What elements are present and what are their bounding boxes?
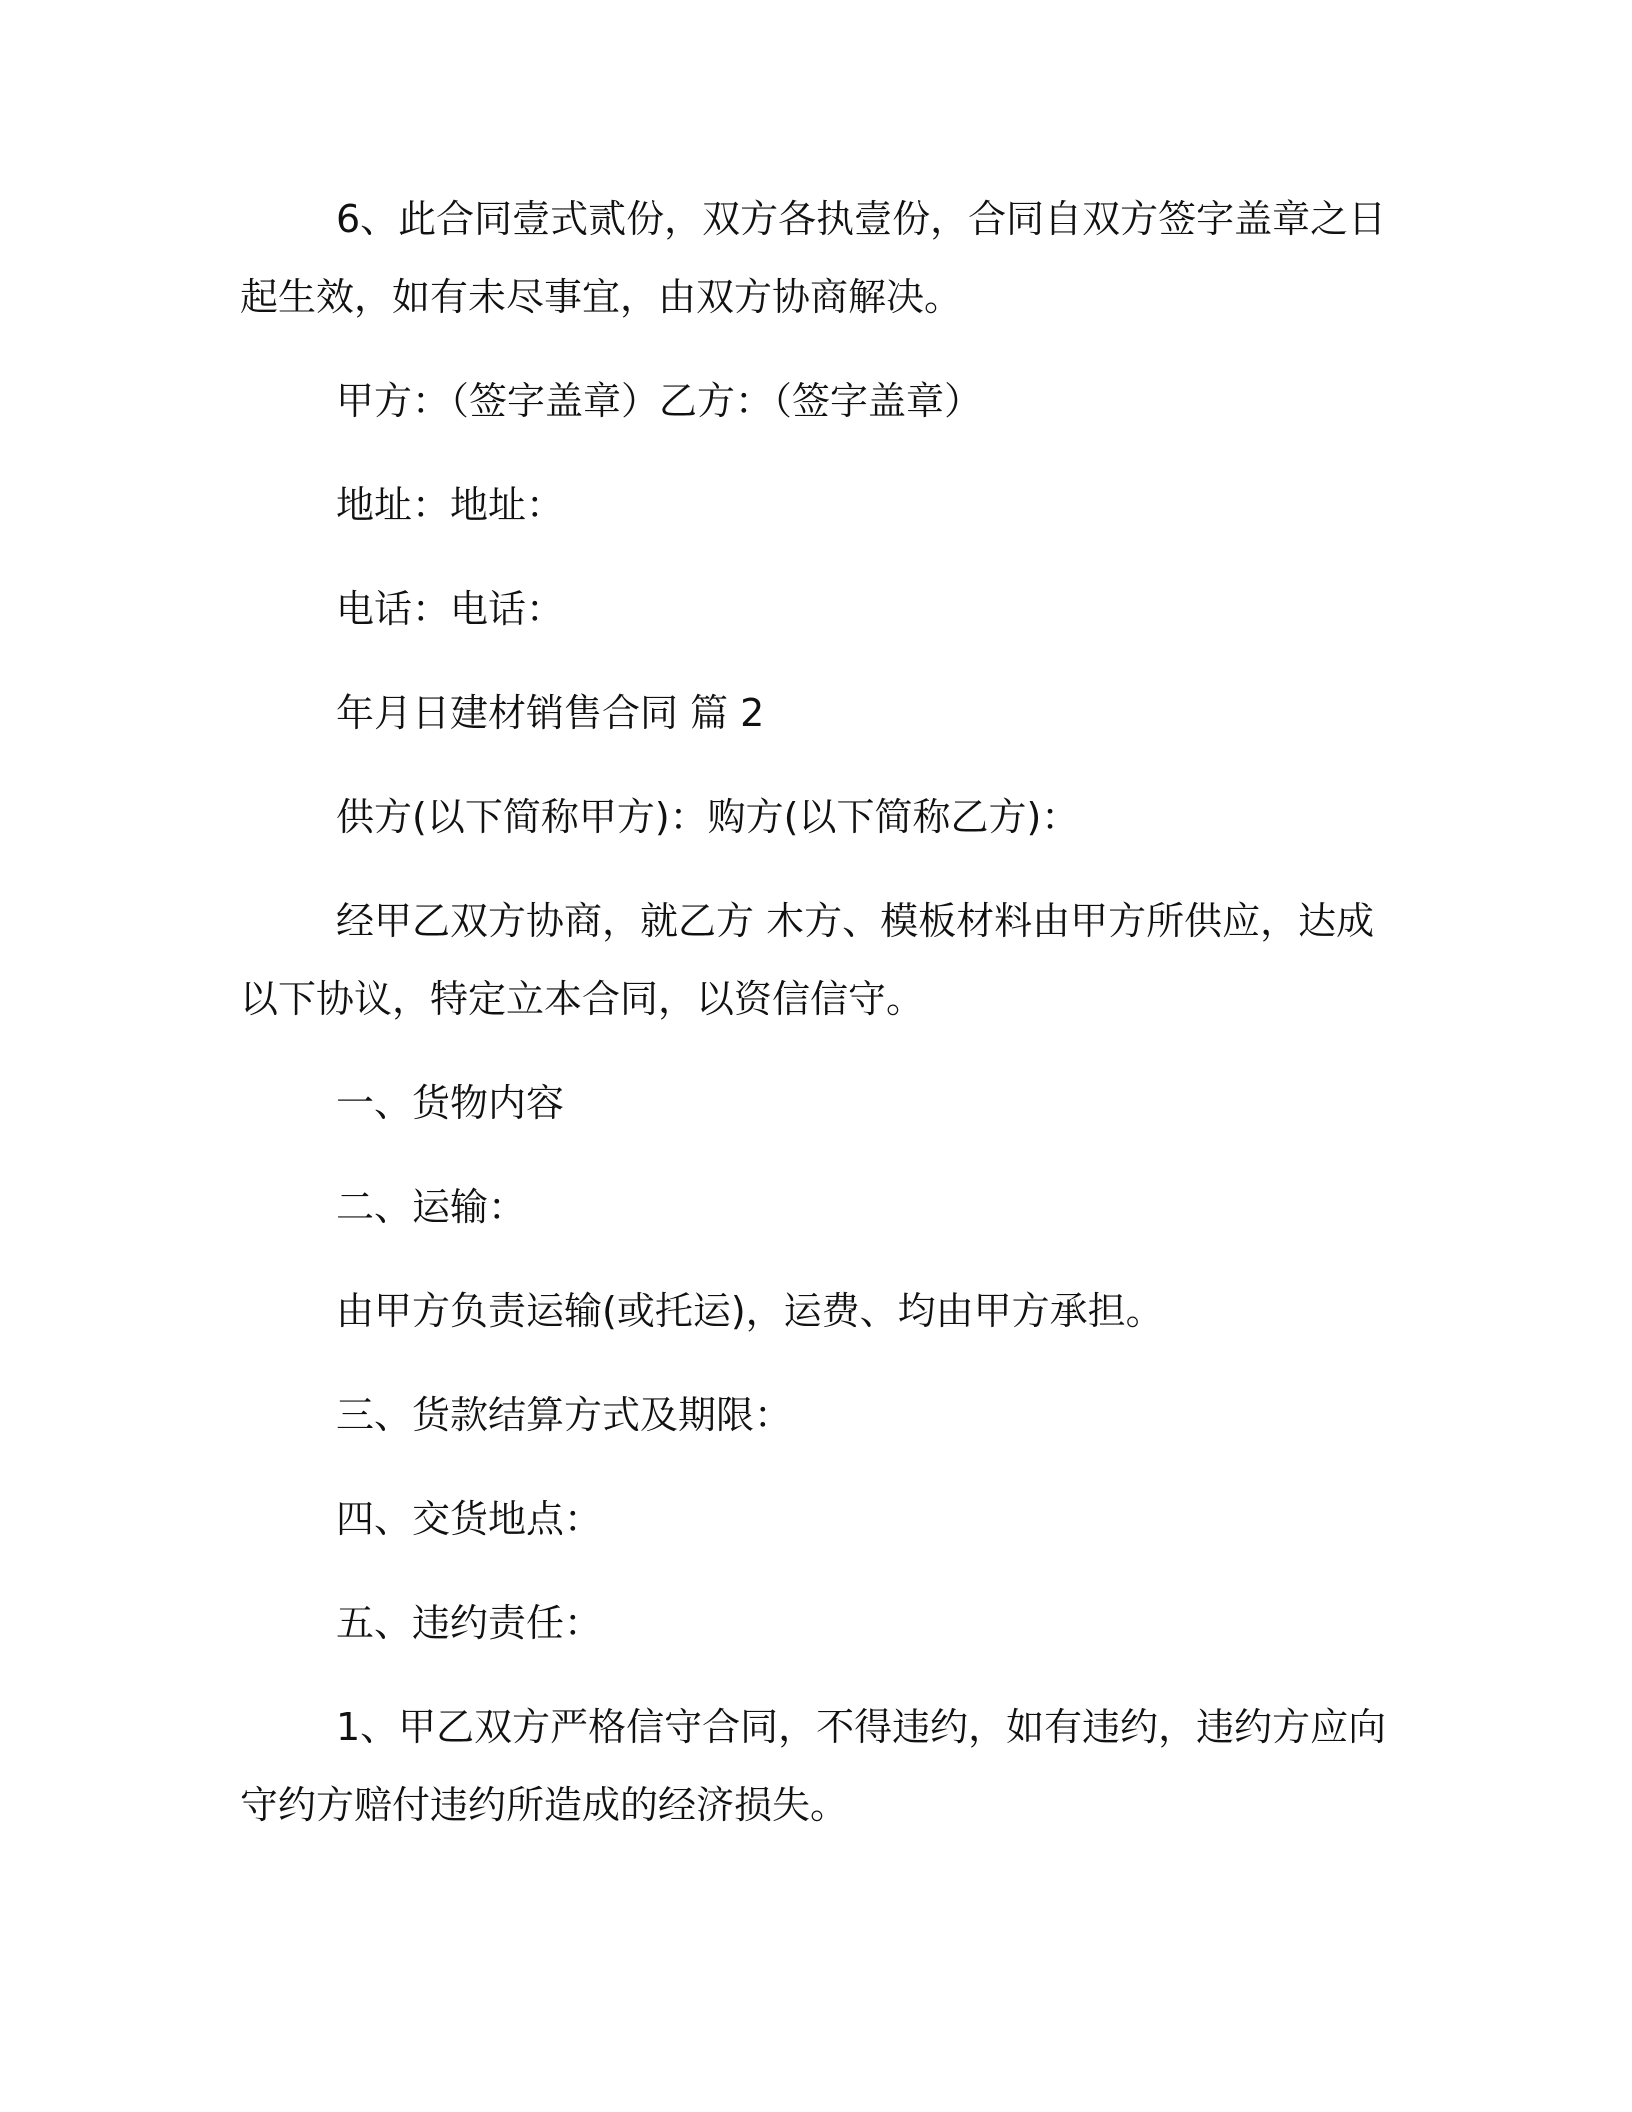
- liability-clause-1: 1、甲乙双方严格信守合同，不得违约，如有违约，违约方应向守约方赔付违约所造成的经济损失。: [240, 1705, 1387, 1827]
- heading-payment: 三、货款结算方式及期限：: [336, 1393, 793, 1437]
- clause-6-copies: 6、此合同壹式贰份，双方各执壹份，合同自双方签字盖章之日起生效，如有未尽事宜，由双方协商解决。: [240, 197, 1387, 319]
- signature-line: 甲方：（签字盖章）乙方：（签字盖章）: [336, 379, 983, 423]
- heading-liability: 五、违约责任：: [336, 1601, 603, 1645]
- section-title-part-2: 年月日建材销售合同 篇 2: [336, 691, 765, 735]
- heading-goods-content: 一、货物内容: [336, 1081, 565, 1125]
- phone-line: 电话：电话：: [336, 587, 565, 631]
- address-line: 地址：地址：: [336, 483, 565, 527]
- parties-line: 供方(以下简称甲方)：购方(以下简称乙方)：: [336, 795, 1080, 839]
- heading-delivery-location: 四、交货地点：: [336, 1497, 603, 1541]
- transport-terms: 由甲方负责运输(或托运)，运费、均由甲方承担。: [336, 1289, 1164, 1333]
- document-page: [240, 180, 1390, 1844]
- heading-transport: 二、运输：: [336, 1185, 527, 1229]
- agreement-intro: 经甲乙双方协商，就乙方 木方、模板材料由甲方所供应，达成以下协议，特定立本合同，以资信信守。: [240, 899, 1375, 1021]
